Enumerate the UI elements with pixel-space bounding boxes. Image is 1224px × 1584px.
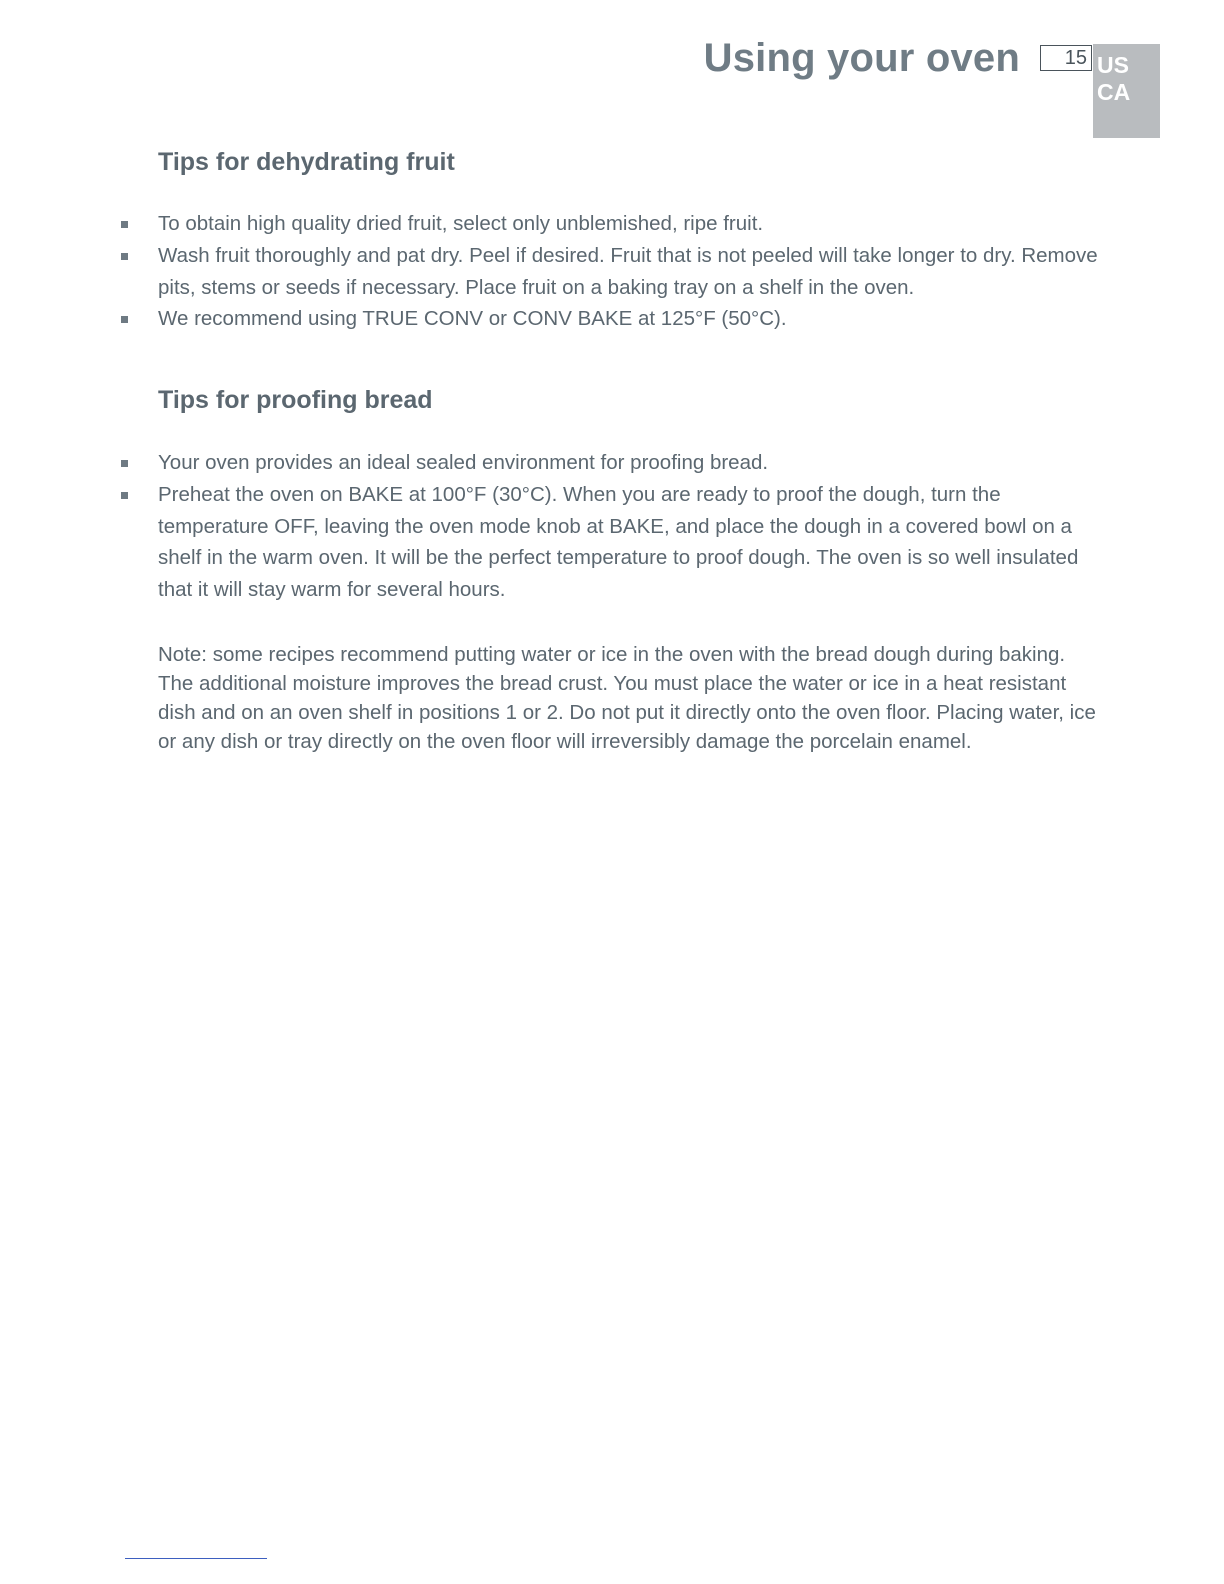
footer-divider — [125, 1558, 267, 1559]
list-item — [158, 447, 1098, 479]
list-item — [158, 208, 1098, 240]
bullet-square-icon — [121, 221, 128, 228]
list-item-text: To obtain high quality dried fruit, select only unblemished, ripe fruit. — [158, 212, 764, 235]
region-code-ca: CA — [1097, 79, 1131, 105]
dehydrating-fruit-list — [158, 208, 1098, 335]
bullet-square-icon — [121, 253, 128, 260]
list-item-text: Your oven provides an ideal sealed environment for proofing bread. — [158, 451, 769, 474]
list-item — [158, 303, 1098, 335]
region-code-us: US — [1097, 52, 1129, 78]
page-title: Using your oven — [703, 36, 1020, 80]
list-item-text: Wash fruit thoroughly and pat dry. Peel if desired. Fruit that is not peeled will take longer to dry. Remove pits, stems or seeds if necessary. Place fruit on a baking tray on a shelf in the oven. — [158, 243, 1098, 299]
section-heading-proofing-bread: Tips for proofing bread — [158, 386, 433, 414]
list-item — [158, 479, 1098, 606]
bullet-square-icon — [121, 316, 128, 323]
list-item-text: Preheat the oven on BAKE at 100°F (30°C). When you are ready to proof the dough, turn the temperature OFF, leaving the oven mode knob at BAKE, and place the dough in a covered bowl on a shelf in the warm oven. It will be the perfect temperature to proof dough. The oven is so well insulated that it will stay warm for several hours. — [158, 482, 1079, 602]
proofing-note: Note: some recipes recommend putting water or ice in the oven with the bread dough during baking. The additional moisture improves the bread crust. You must place the water or ice in a heat resistant dish and on an oven shelf in positions 1 or 2. Do not put it directly onto the oven floor. Placing water, ice or any dish or tray directly on the oven floor will irreversibly damage the porcelain enamel. — [158, 643, 1096, 753]
region-tab — [1093, 44, 1160, 138]
bullet-square-icon — [121, 492, 128, 499]
proofing-bread-list — [158, 447, 1098, 606]
section-heading-dehydrating-fruit: Tips for dehydrating fruit — [158, 148, 455, 176]
bullet-square-icon — [121, 460, 128, 467]
page-number: 15 — [1040, 45, 1092, 71]
list-item — [158, 240, 1098, 304]
list-item-text: We recommend using TRUE CONV or CONV BAKE at 125°F (50°C). — [158, 307, 787, 331]
